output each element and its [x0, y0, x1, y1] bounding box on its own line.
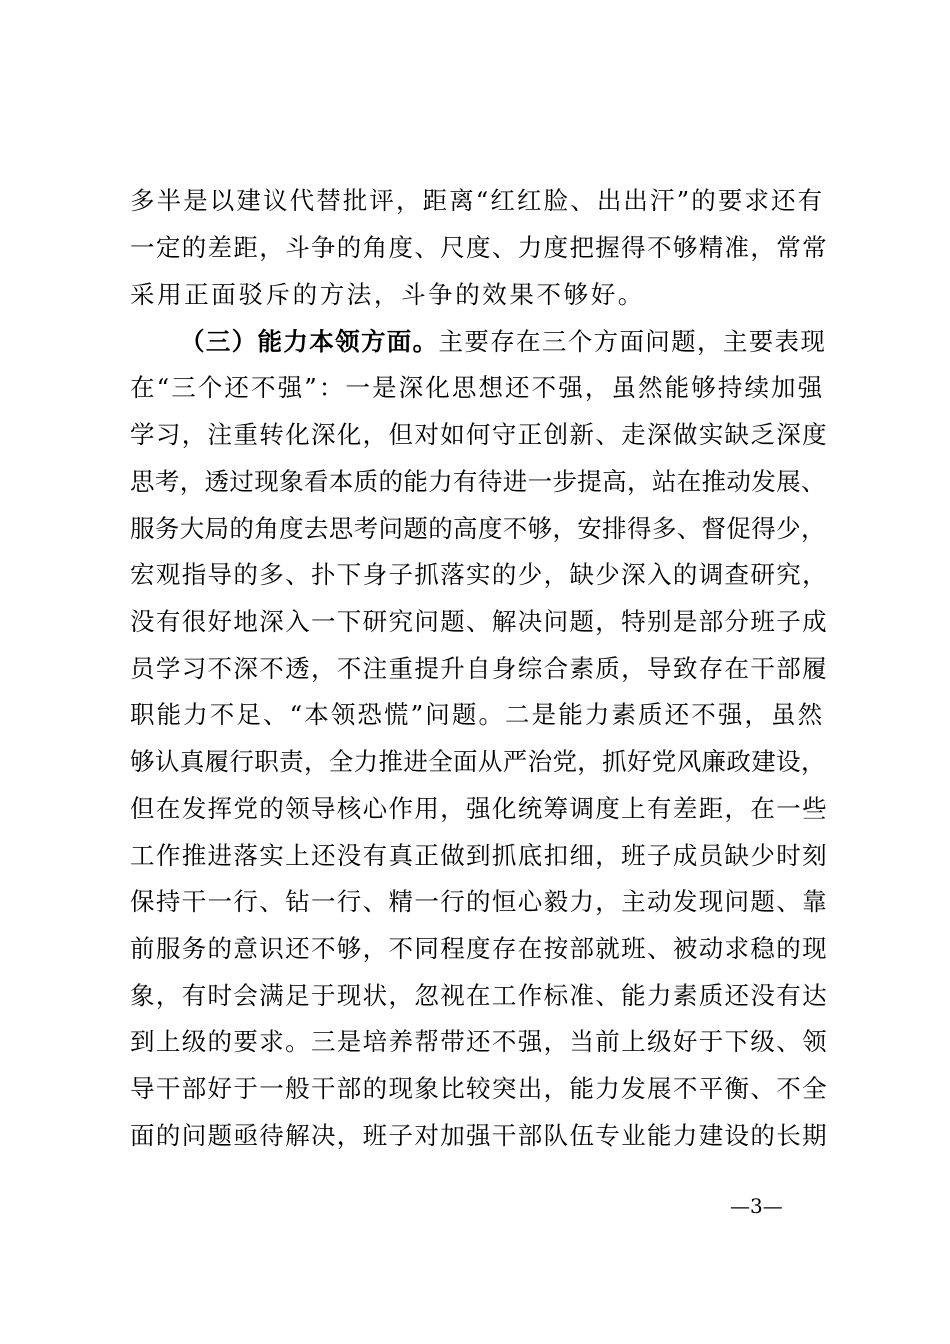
text-line-8: 服务大局的角度去思考问题的高度不够，安排得多、督促得少，: [130, 514, 826, 543]
section-heading: （三）能力本领方面。: [180, 327, 439, 356]
page-number: —3—: [730, 1194, 783, 1218]
text-line-18: 象，有时会满足于现状，忽视在工作标准、能力素质还没有达: [130, 981, 828, 1010]
text-line-12: 职能力不足、“本领恐慌”问题。二是能力素质还不强，虽然: [130, 700, 825, 729]
section-heading-rest: 主要存在三个方面问题，主要表现: [438, 327, 827, 356]
text-line-19: 到上级的要求。三是培养帮带还不强，当前上级好于下级、领: [130, 1027, 828, 1056]
text-line-5: 在“三个还不强”：一是深化思想还不强，虽然能够持续加强: [130, 373, 825, 402]
text-line-2: 一定的差距，斗争的角度、尺度、力度把握得不够精准，常常: [130, 233, 828, 262]
text-line-13: 够认真履行职责，全力推进全面从严治党，抓好党风廉政建设，: [130, 747, 826, 776]
text-line-15: 工作推进落实上还没有真正做到抓底扣细，班子成员缺少时刻: [130, 841, 828, 870]
section-heading-line: [180, 326, 830, 358]
text-line-7: 思考，透过现象看本质的能力有待进一步提高，站在推动发展、: [130, 467, 826, 496]
text-line-21: 面的问题亟待解决，班子对加强干部队伍专业能力建设的长期: [130, 1121, 828, 1150]
text-line-17: 前服务的意识还不够，不同程度存在按部就班、被动求稳的现: [130, 934, 828, 963]
text-line-9: 宏观指导的多、扑下身子抓落实的少，缺少深入的调查研究，: [130, 560, 828, 589]
text-line-3: 采用正面驳斥的方法，斗争的效果不够好。: [130, 280, 645, 309]
text-line-6: 学习，注重转化深化，但对如何守正创新、走深做实缺乏深度: [130, 420, 828, 449]
text-line-16: 保持干一行、钻一行、精一行的恒心毅力，主动发现问题、靠: [130, 887, 828, 916]
text-line-20: 导干部好于一般干部的现象比较突出，能力发展不平衡、不全: [130, 1074, 828, 1103]
text-line-11: 员学习不深不透，不注重提升自身综合素质，导致存在干部履: [130, 654, 828, 683]
text-line-1: 多半是以建议代替批评，距离“红红脸、出出汗”的要求还有: [130, 186, 825, 215]
text-line-14: 但在发挥党的领导核心作用，强化统筹调度上有差距，在一些: [130, 794, 828, 823]
text-line-10: 没有很好地深入一下研究问题、解决问题，特别是部分班子成: [130, 607, 828, 636]
